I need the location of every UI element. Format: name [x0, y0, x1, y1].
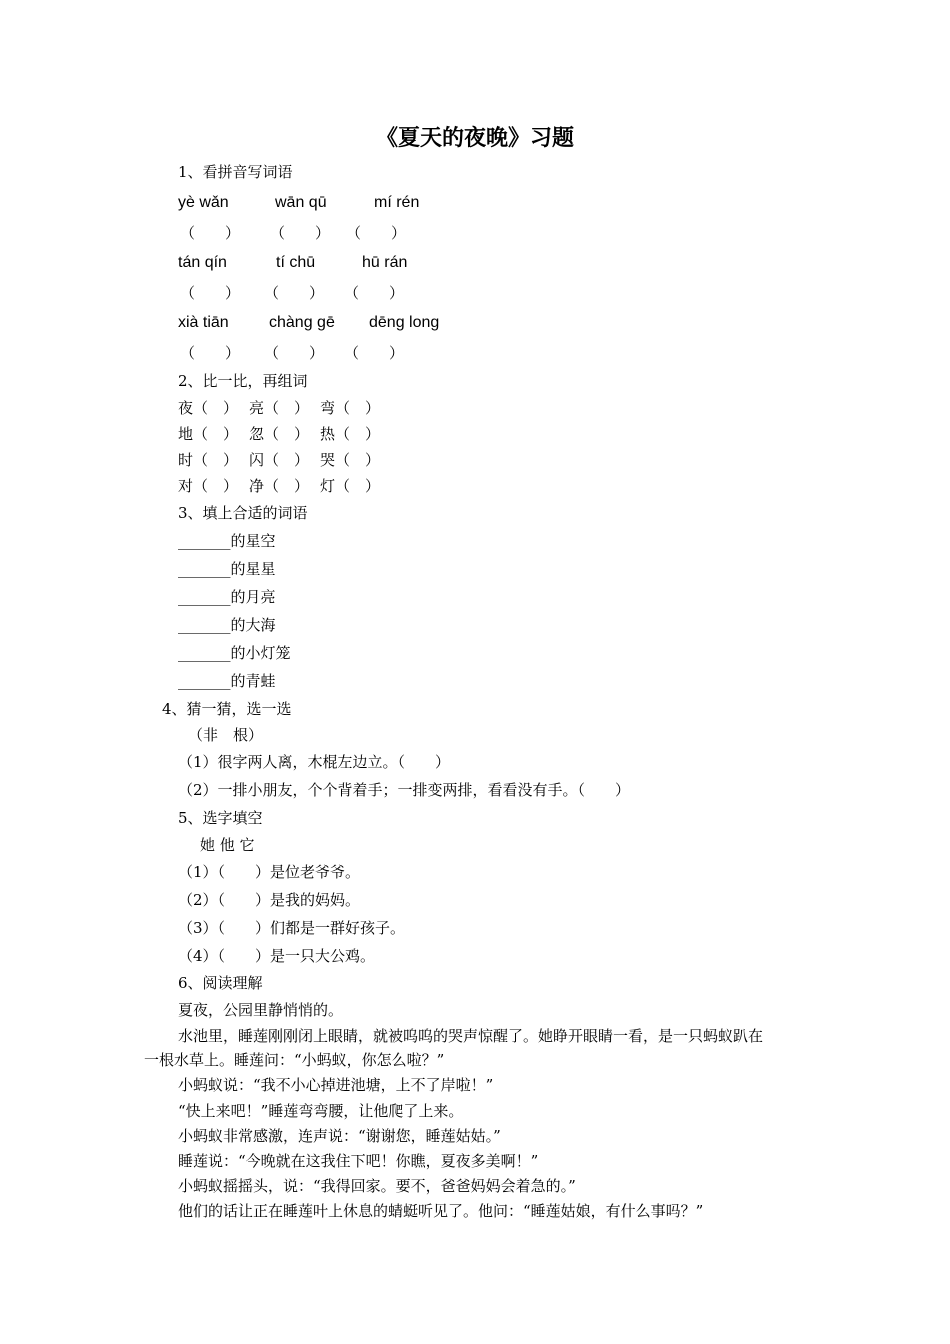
q5-options: 她 他 它 [200, 836, 255, 854]
answer-blank: （ ） [264, 284, 325, 302]
compare-item: 夜（ ） [178, 399, 239, 417]
fill-item: _______的小灯笼 [178, 644, 291, 662]
compare-item: 热（ ） [320, 425, 381, 443]
reading-paragraph: 夏夜，公园里静悄悄的。 [178, 1001, 344, 1019]
compare-item: 灯（ ） [320, 477, 381, 495]
q3-heading: 3、填上合适的词语 [178, 504, 308, 522]
choice-item: （1）（ ）是位老爷爷。 [178, 863, 361, 881]
q1-heading: 1、看拼音写词语 [178, 163, 293, 181]
q6-heading: 6、阅读理解 [178, 974, 263, 992]
compare-item: 闪（ ） [249, 451, 310, 469]
fill-item: _______的星星 [178, 560, 276, 578]
compare-item: 忽（ ） [249, 425, 310, 443]
compare-item: 地（ ） [178, 425, 239, 443]
compare-item: 亮（ ） [249, 399, 310, 417]
answer-blank: （ ） [346, 224, 407, 242]
reading-paragraph: 一根水草上。睡莲问：“小蚂蚁，你怎么啦？” [144, 1051, 445, 1069]
reading-paragraph: 他们的话让正在睡莲叶上休息的蜻蜓听见了。他问：“睡莲姑娘，有什么事吗？” [178, 1202, 704, 1220]
pinyin-item: yè wǎn [178, 194, 229, 211]
fill-item: _______的月亮 [178, 588, 276, 606]
q4-heading: 4、猜一猜，选一选 [162, 700, 292, 718]
document-title: 《夏天的夜晚》习题 [375, 125, 574, 151]
fill-item: _______的星空 [178, 532, 276, 550]
reading-paragraph: 水池里，睡莲刚刚闭上眼睛，就被呜呜的哭声惊醒了。她睁开眼睛一看，是一只蚂蚁趴在 [178, 1027, 764, 1045]
answer-blank: （ ） [344, 284, 405, 302]
answer-blank: （ ） [180, 344, 241, 362]
reading-paragraph: 睡莲说：“今晚就在这我住下吧！你瞧，夏夜多美啊！” [178, 1152, 539, 1170]
reading-paragraph: “快上来吧！”睡莲弯弯腰，让他爬了上来。 [178, 1102, 464, 1120]
pinyin-item: mí rén [374, 194, 420, 211]
q5-heading: 5、选字填空 [178, 809, 263, 827]
choice-item: （3）（ ）们都是一群好孩子。 [178, 919, 406, 937]
answer-blank: （ ） [180, 224, 241, 242]
choice-item: （4）（ ）是一只大公鸡。 [178, 947, 376, 965]
fill-item: _______的大海 [178, 616, 276, 634]
reading-paragraph: 小蚂蚁说：“我不小心掉进池塘，上不了岸啦！” [178, 1076, 494, 1094]
pinyin-item: wān qū [275, 194, 327, 211]
answer-blank: （ ） [264, 344, 325, 362]
q4-options: （非 根） [188, 726, 264, 744]
pinyin-item: hū rán [362, 254, 408, 271]
answer-blank: （ ） [270, 224, 331, 242]
reading-paragraph: 小蚂蚁非常感激，连声说：“谢谢您，睡莲姑姑。” [178, 1127, 501, 1145]
pinyin-item: dēng long [369, 314, 440, 331]
riddle-item: （2）一排小朋友，个个背着手；一排变两排，看看没有手。（ ） [178, 781, 631, 799]
pinyin-item: tán qín [178, 254, 227, 271]
compare-item: 对（ ） [178, 477, 239, 495]
compare-item: 哭（ ） [320, 451, 381, 469]
pinyin-item: tí chū [276, 254, 316, 271]
q2-heading: 2、比一比，再组词 [178, 372, 308, 390]
choice-item: （2）（ ）是我的妈妈。 [178, 891, 361, 909]
answer-blank: （ ） [180, 284, 241, 302]
compare-item: 弯（ ） [320, 399, 381, 417]
pinyin-item: chàng gē [269, 314, 335, 331]
compare-item: 净（ ） [249, 477, 310, 495]
answer-blank: （ ） [344, 344, 405, 362]
riddle-item: （1）很字两人离，木棍左边立。（ ） [178, 753, 451, 771]
compare-item: 时（ ） [178, 451, 239, 469]
fill-item: _______的青蛙 [178, 672, 276, 690]
reading-paragraph: 小蚂蚁摇摇头，说：“我得回家。要不，爸爸妈妈会着急的。” [178, 1177, 576, 1195]
pinyin-item: xià tiān [178, 314, 229, 331]
